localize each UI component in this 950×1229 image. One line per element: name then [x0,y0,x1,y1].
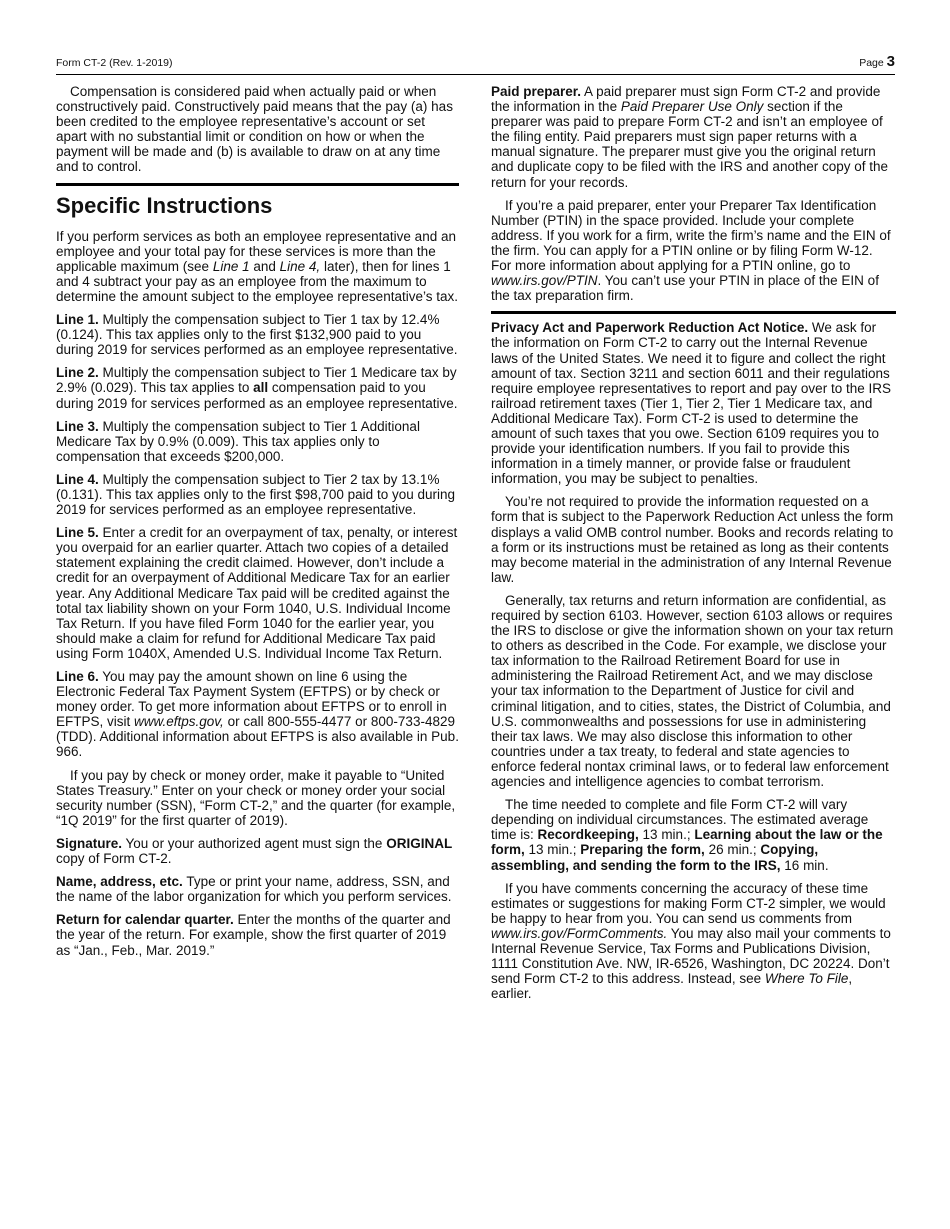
line3-label: Line 3. [56,418,99,434]
line5-paragraph: Line 5. Enter a credit for an overpayment of tax, penalty, or interest you overpaid for an earlier quarter. Attach two copies of a detailed statement explaining the credit claimed. However, don’t include a credit for an overpayment of Additional Medicare Tax for an earlier year. Any Additional Medicare Tax paid will be credited against the total tax liability shown on your Form 1040, U.S. Individual Income Tax Return. If you have filed Form 1040 for the earlier year, you should make a claim for refund for Additional Medicare Tax paid using Form 1040X, Amended U.S. Individual Income Tax Return. [56,525,458,661]
line6-paragraph: Line 6. You may pay the amount shown on line 6 using the Electronic Federal Tax Payment System (EFTPS) or by check or money order. To get more information about EFTPS or to enroll in EFTPS, visit www.eftps.gov, or call 800-555-4477 or 800-733-4829 (TDD). Additional information about EFTPS is also available in Pub. 966. [56,669,459,760]
ptin-link: www.irs.gov/PTIN [491,273,598,289]
form-id: Form CT-2 (Rev. 1-2019) [56,57,173,69]
page-label: Page [859,57,887,69]
section-title: Specific Instructions [56,192,273,218]
header-rule [56,74,895,75]
line1-paragraph: Line 1. Multiply the compensation subject to Tier 1 tax by 12.4% (0.124). This tax applies only to the first $132,900 paid to you during 2019 for services performed as an employee representative. [56,312,458,358]
page-number-value: 3 [886,53,895,70]
page-header [56,53,895,75]
return-quarter-paragraph: Return for calendar quarter. Enter the months of the quarter and the year of the return. For example, show the first quarter of 2019 as “Jan., Feb., Mar. 2019.” [56,912,451,958]
privacy-rule [491,311,896,314]
check-paragraph: If you pay by check or money order, make it payable to “United States Treasury.” Enter on your check or money order your social security number (SSN), “Form CT-2,” and the quarter (for example, “1Q 2019” for the first quarter of 2019). [56,767,456,828]
line6-label: Line 6. [56,669,99,684]
compensation-paragraph: Compensation is considered paid when actually paid or when constructively paid. Constructively paid means that the pay (a) has been credited to the employee representative’s account or set apart with no substantial limit or condition on how or when the payment will be made and (b) is available to draw on at any time and to control. [56,84,453,175]
line2-paragraph: Line 2. Multiply the compensation subject to Tier 1 Medicare tax by 2.9% (0.029). This tax applies to all compensation paid to you during 2019 for services performed as an employee representative. [56,365,458,411]
confidential-paragraph: Generally, tax returns and return information are confidential, as required by section 6103. However, section 6103 allows or requires the IRS to disclose or give the information shown on your tax return to others as described in the Code. For example, we disclose your tax information to the Railroad Retirement Board for use in administering the Railroad Retirement Act, and we may disclose your tax information to the Department of Justice for civil and criminal litigation, and to cities, states, the District of Columbia, and U.S. commonwealths and possessions for use in administering their tax laws. We may also disclose this information to other countries under a tax treaty, to federal and state agencies to enforce federal nontax criminal laws, or to federal law enforcement agencies and intelligence agencies to combat terrorism. [491,592,894,790]
name-address-paragraph: Name, address, etc. Type or print your name, address, SSN, and the name of the labor organization for which you perform services. [56,874,452,905]
line4-paragraph: Line 4. Multiply the compensation subject to Tier 2 tax by 13.1% (0.131). This tax applies only to the first $98,700 paid to you during 2019 for services performed as an employee representative. [56,471,455,518]
eftps-link: www.eftps.gov, [134,714,224,730]
not-required-paragraph: You’re not required to provide the information requested on a form that is subject to the Paperwork Reduction Act unless the form displays a valid OMB control number. Books and records relating to a form or its instructions must be retained as long as their contents may become material in the administration of any Internal Revenue law. [491,494,894,585]
line4-label: Line 4. [56,471,99,487]
signature-paragraph: Signature. You or your authorized agent must sign the ORIGINAL copy of Form CT-2. [56,835,453,867]
time-estimate-paragraph: The time needed to complete and file Form CT-2 will vary depending on individual circumstances. The estimated average time is: Recordkeeping, 13 min.; Learning about the law or the form, 13 min.; Preparing the form, 26 min.; Copying, assembling, and sending the form to the IRS, 16 min. [491,797,883,873]
right-column [491,84,896,1009]
left-column [56,84,459,966]
form-comments-link: www.irs.gov/FormComments. [491,925,668,941]
paid-preparer-paragraph: Paid preparer. A paid preparer must sign Form CT-2 and provide the information in the Paid Preparer Use Only section if the preparer was paid to prepare Form CT-2 and isn’t an employee of the filing entity. Paid preparers must sign paper returns with a manual signature. The preparer must give you the original return and duplicate copy to be filed with the IRS and another copy of the return for your records. [491,84,889,190]
line5-label: Line 5. [56,525,99,541]
line3-paragraph: Line 3. Multiply the compensation subject to Tier 1 Additional Medicare Tax by 0.9% (0.009). This tax applies only to compensation that exceeds $200,000. [56,418,420,464]
line2-label: Line 2. [56,365,99,381]
ptin-paragraph: If you’re a paid preparer, enter your Preparer Tax Identification Number (PTIN) in the space provided. Include your complete address. If you work for a firm, write the firm’s name and the EIN of the firm. You can apply for a PTIN online or by filing Form W-12. For more information about applying for a PTIN online, go to www.irs.gov/PTIN. You can’t use your PTIN in place of the EIN of the tax preparation firm. [491,197,891,304]
line1-label: Line 1. [56,312,99,328]
section-rule [56,183,459,186]
page-number [859,53,895,70]
comments-paragraph: If you have comments concerning the accuracy of these time estimates or suggestions for making Form CT-2 simpler, we would be happy to hear from you. You can send us comments from www.irs.gov/FormComments. You may also mail your comments to Internal Revenue Service, Tax Forms and Publications Division, 1111 Constitution Ave. NW, IR-6526, Washington, DC 20224. Don’t send Form CT-2 to this address. Instead, see Where To File, earlier. [491,880,891,1002]
privacy-paragraph: Privacy Act and Paperwork Reduction Act Notice. We ask for the information on Form CT-2 to carry out the Internal Revenue laws of the United States. We need it to figure and collect the right amount of tax. Section 3211 and section 6011 and their regulations require employee representatives to report and pay over to the IRS railroad retirement taxes (Tier 1, Tier 2, Tier 1 Medicare tax, and Additional Medicare Tax). Form CT-2 is used to determine the amount of such taxes that you owe. Section 6109 requires you to provide your identification numbers. If you fail to provide this information in a timely manner, or provide false or fraudulent information, you may be subject to penalties. [491,320,891,487]
intro-paragraph: If you perform services as both an employee representative and an employee and your total pay for these services is more than the applicable maximum (see Line 1 and Line 4, later), then for lines 1 and 4 subtract your pay as an employee from the maximum to determine the amount subject to the employee representative’s tax. [56,228,458,304]
